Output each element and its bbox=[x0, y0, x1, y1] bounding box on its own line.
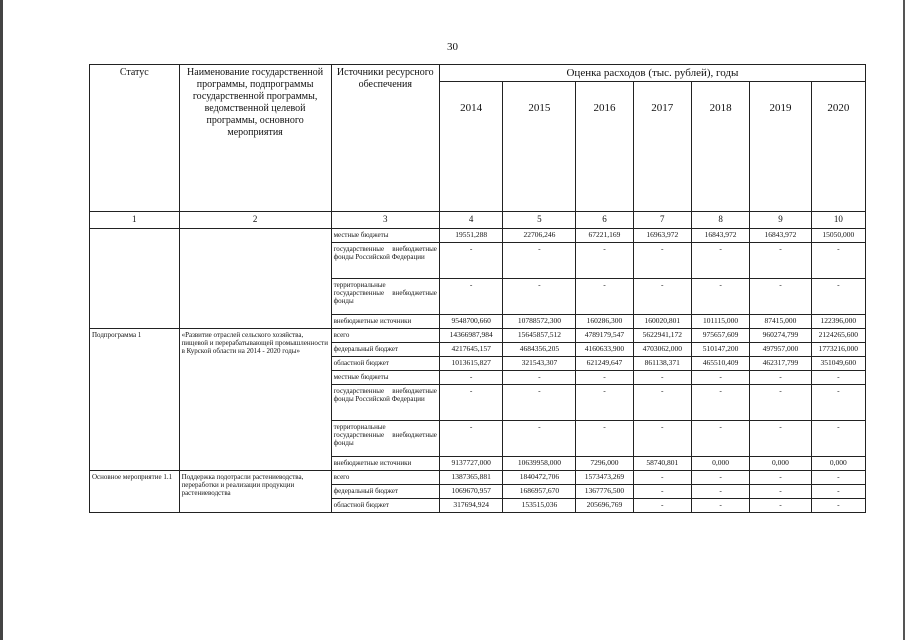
header-name: Наименование государственной программы, подпрограммы государственной программы, ведомственной целевой программы, основного мероприятия bbox=[179, 65, 331, 212]
header-row bbox=[90, 65, 866, 82]
row-status: Подпрограмма 1 bbox=[90, 329, 180, 471]
column-number: 1 bbox=[90, 212, 180, 229]
value-cell: - bbox=[633, 499, 691, 513]
value-cell: 67221,169 bbox=[576, 229, 633, 243]
value-cell: - bbox=[576, 371, 633, 385]
value-cell: 1773216,000 bbox=[811, 343, 865, 357]
value-cell: - bbox=[811, 371, 865, 385]
value-cell: - bbox=[750, 279, 811, 315]
value-cell: 1387365,881 bbox=[439, 471, 503, 485]
table-row bbox=[90, 229, 866, 243]
value-cell: 15050,000 bbox=[811, 229, 865, 243]
value-cell: - bbox=[811, 485, 865, 499]
value-cell: - bbox=[503, 371, 576, 385]
year-cell: 2017 bbox=[633, 82, 691, 212]
source-cell: всего bbox=[331, 329, 439, 343]
value-cell: 4703062,000 bbox=[633, 343, 691, 357]
value-cell: 16843,972 bbox=[750, 229, 811, 243]
source-cell: внебюджетные источники bbox=[331, 315, 439, 329]
value-cell: 205696,769 bbox=[576, 499, 633, 513]
column-number: 10 bbox=[811, 212, 865, 229]
value-cell: - bbox=[811, 421, 865, 457]
row-status: Основное мероприятие 1.1 bbox=[90, 471, 180, 513]
value-cell: - bbox=[691, 279, 749, 315]
row-name: «Развитие отраслей сельского хозяйства, пищевой и перерабатывающей промышленности в Курской области на 2014 - 2020 годы» bbox=[179, 329, 331, 471]
value-cell: 160286,300 bbox=[576, 315, 633, 329]
value-cell: - bbox=[633, 279, 691, 315]
table-row bbox=[90, 471, 866, 485]
year-cell: 2019 bbox=[750, 82, 811, 212]
column-number: 7 bbox=[633, 212, 691, 229]
value-cell: 14366987,984 bbox=[439, 329, 503, 343]
value-cell: - bbox=[503, 243, 576, 279]
source-cell: государственные внебюджетные фонды Российской Федерации bbox=[331, 243, 439, 279]
value-cell: - bbox=[576, 385, 633, 421]
value-cell: - bbox=[439, 279, 503, 315]
value-cell: 4684356,205 bbox=[503, 343, 576, 357]
value-cell: - bbox=[576, 421, 633, 457]
value-cell: 4789179,547 bbox=[576, 329, 633, 343]
value-cell: 101115,000 bbox=[691, 315, 749, 329]
value-cell: - bbox=[811, 385, 865, 421]
value-cell: 10639958,000 bbox=[503, 457, 576, 471]
source-cell: всего bbox=[331, 471, 439, 485]
value-cell: 960274,799 bbox=[750, 329, 811, 343]
value-cell: 1686957,670 bbox=[503, 485, 576, 499]
value-cell: 497957,000 bbox=[750, 343, 811, 357]
column-number-row bbox=[90, 212, 866, 229]
source-cell: территориальные государственные внебюджетные фонды bbox=[331, 279, 439, 315]
value-cell: 9548700,660 bbox=[439, 315, 503, 329]
value-cell: - bbox=[633, 385, 691, 421]
value-cell: - bbox=[691, 371, 749, 385]
value-cell: - bbox=[811, 279, 865, 315]
value-cell: - bbox=[439, 371, 503, 385]
value-cell: - bbox=[633, 243, 691, 279]
value-cell: 19551,288 bbox=[439, 229, 503, 243]
value-cell: - bbox=[576, 243, 633, 279]
source-cell: федеральный бюджет bbox=[331, 343, 439, 357]
value-cell: - bbox=[691, 385, 749, 421]
value-cell: - bbox=[691, 471, 749, 485]
value-cell: - bbox=[691, 421, 749, 457]
value-cell: 122396,000 bbox=[811, 315, 865, 329]
column-number: 3 bbox=[331, 212, 439, 229]
value-cell: - bbox=[691, 243, 749, 279]
value-cell: 22706,246 bbox=[503, 229, 576, 243]
value-cell: - bbox=[439, 243, 503, 279]
value-cell: 16843,972 bbox=[691, 229, 749, 243]
source-cell: федеральный бюджет bbox=[331, 485, 439, 499]
value-cell: 16963,972 bbox=[633, 229, 691, 243]
value-cell: 1840472,706 bbox=[503, 471, 576, 485]
value-cell: - bbox=[691, 499, 749, 513]
value-cell: - bbox=[576, 279, 633, 315]
header-status: Статус bbox=[90, 65, 180, 212]
year-cell: 2016 bbox=[576, 82, 633, 212]
year-cell: 2015 bbox=[503, 82, 576, 212]
column-number: 2 bbox=[179, 212, 331, 229]
source-cell: местные бюджеты bbox=[331, 229, 439, 243]
value-cell: 0,000 bbox=[750, 457, 811, 471]
value-cell: 1069670,957 bbox=[439, 485, 503, 499]
value-cell: - bbox=[503, 385, 576, 421]
value-cell: 510147,200 bbox=[691, 343, 749, 357]
value-cell: 1573473,269 bbox=[576, 471, 633, 485]
value-cell: 861138,371 bbox=[633, 357, 691, 371]
value-cell: 0,000 bbox=[811, 457, 865, 471]
value-cell: 4217645,157 bbox=[439, 343, 503, 357]
column-number: 8 bbox=[691, 212, 749, 229]
value-cell: 153515,036 bbox=[503, 499, 576, 513]
budget-table bbox=[89, 64, 866, 513]
value-cell: - bbox=[633, 421, 691, 457]
value-cell: 10788572,300 bbox=[503, 315, 576, 329]
value-cell: 87415,000 bbox=[750, 315, 811, 329]
column-number: 9 bbox=[750, 212, 811, 229]
value-cell: 975657,609 bbox=[691, 329, 749, 343]
year-cell: 2014 bbox=[439, 82, 503, 212]
value-cell: - bbox=[750, 485, 811, 499]
value-cell: - bbox=[633, 371, 691, 385]
value-cell: - bbox=[811, 499, 865, 513]
column-number: 6 bbox=[576, 212, 633, 229]
table-row bbox=[90, 329, 866, 343]
year-cell: 2020 bbox=[811, 82, 865, 212]
value-cell: - bbox=[750, 385, 811, 421]
value-cell: - bbox=[439, 421, 503, 457]
value-cell: - bbox=[811, 471, 865, 485]
value-cell: 621249,647 bbox=[576, 357, 633, 371]
source-cell: территориальные государственные внебюджетные фонды bbox=[331, 421, 439, 457]
page-number: 30 bbox=[447, 41, 458, 53]
header-costs: Оценка расходов (тыс. рублей), годы bbox=[439, 65, 865, 82]
column-number: 5 bbox=[503, 212, 576, 229]
source-cell: областной бюджет bbox=[331, 357, 439, 371]
value-cell: - bbox=[750, 471, 811, 485]
source-cell: местные бюджеты bbox=[331, 371, 439, 385]
column-number: 4 bbox=[439, 212, 503, 229]
year-cell: 2018 bbox=[691, 82, 749, 212]
value-cell: 317694,924 bbox=[439, 499, 503, 513]
value-cell: 4160633,900 bbox=[576, 343, 633, 357]
value-cell: 462317,799 bbox=[750, 357, 811, 371]
value-cell: 160020,801 bbox=[633, 315, 691, 329]
value-cell: - bbox=[633, 471, 691, 485]
value-cell: 1367776,500 bbox=[576, 485, 633, 499]
value-cell: - bbox=[439, 385, 503, 421]
value-cell: 7296,000 bbox=[576, 457, 633, 471]
value-cell: 15645857,512 bbox=[503, 329, 576, 343]
value-cell: 0,000 bbox=[691, 457, 749, 471]
value-cell: - bbox=[633, 485, 691, 499]
row-name: Поддержка подотрасли растениеводства, переработки и реализации продукции растениеводства bbox=[179, 471, 331, 513]
value-cell: - bbox=[503, 279, 576, 315]
value-cell: 5622941,172 bbox=[633, 329, 691, 343]
value-cell: 2124265,600 bbox=[811, 329, 865, 343]
row-status bbox=[90, 229, 180, 329]
header-sources: Источники ресурсного обеспечения bbox=[331, 65, 439, 212]
value-cell: 465510,409 bbox=[691, 357, 749, 371]
value-cell: - bbox=[750, 371, 811, 385]
value-cell: - bbox=[750, 499, 811, 513]
value-cell: 1013615,827 bbox=[439, 357, 503, 371]
source-cell: областной бюджет bbox=[331, 499, 439, 513]
source-cell: внебюджетные источники bbox=[331, 457, 439, 471]
value-cell: - bbox=[811, 243, 865, 279]
row-name bbox=[179, 229, 331, 329]
value-cell: 351049,600 bbox=[811, 357, 865, 371]
source-cell: государственные внебюджетные фонды Российской Федерации bbox=[331, 385, 439, 421]
value-cell: - bbox=[750, 243, 811, 279]
value-cell: - bbox=[750, 421, 811, 457]
value-cell: 321543,307 bbox=[503, 357, 576, 371]
value-cell: 9137727,000 bbox=[439, 457, 503, 471]
value-cell: - bbox=[691, 485, 749, 499]
value-cell: 58740,801 bbox=[633, 457, 691, 471]
value-cell: - bbox=[503, 421, 576, 457]
scan-left-edge bbox=[0, 0, 3, 640]
